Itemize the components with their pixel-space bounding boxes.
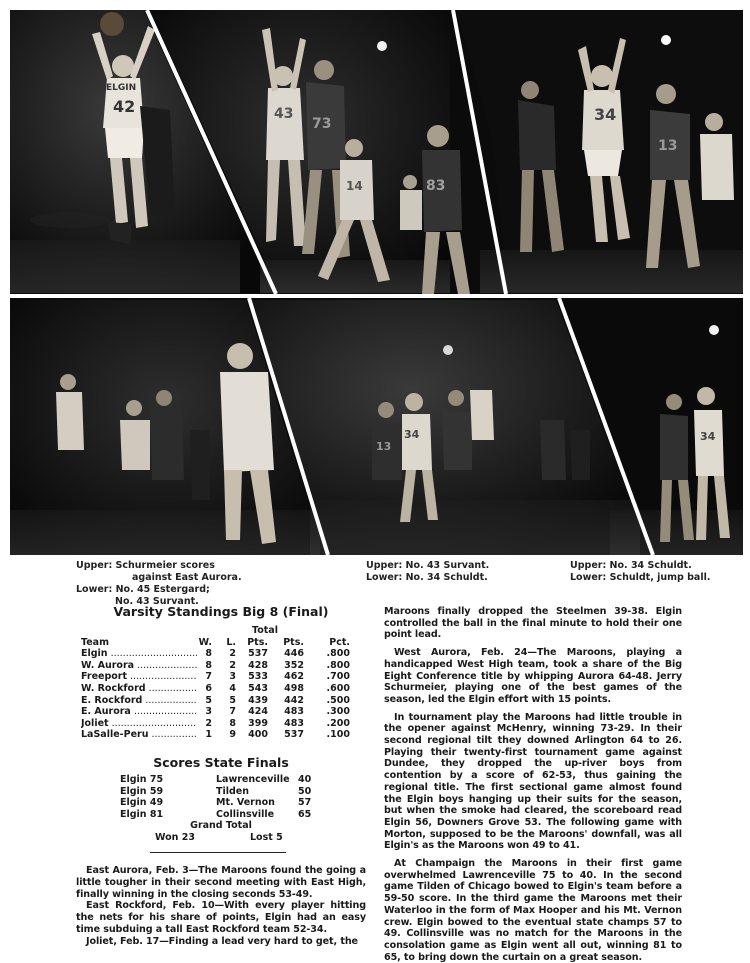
points: 400 — [248, 729, 268, 741]
left-column — [76, 604, 366, 947]
team-name: LaSalle-Peru ..... — [81, 729, 197, 741]
opp-points: 498 — [284, 682, 304, 694]
score-row — [76, 797, 366, 809]
basketball-photos — [10, 10, 743, 555]
opponent-name: Tilden — [216, 785, 249, 797]
header-losses: L. — [226, 636, 236, 648]
jersey-number: 34 — [700, 430, 716, 443]
win-pct: .200 — [326, 717, 350, 729]
paragraph: At Champaign the Maroons in their first game overwhelmed Lawrenceville 75 to 40. In the second game Tilden of Chicago bowed to Elgin's team before a 59-50 score. In the third game the Maroons met their Waterloo in the form of Max Hooper and his Mt. Vernon crew. Elgin bowed to the eventual state champs 57 to 49. Collinsville was no match for the Maroons in the consolation game as Elgin went all out, winning 81 to 65, to bring down the curtain on a great season. — [384, 858, 682, 963]
paragraph: East Rockford, Feb. 10—With every player hitting the nets for his share of points, Elgin had an easy time subduing a tall East Rockford team 52-34. — [76, 900, 366, 935]
photo-collage — [10, 10, 743, 555]
team-name: E. Aurora ..... — [81, 706, 197, 718]
points: 424 — [248, 706, 268, 718]
wins: 8 — [205, 648, 212, 660]
opponent-score: 50 — [298, 785, 312, 797]
opponent-score: 65 — [298, 808, 312, 820]
jersey-number: 13 — [658, 138, 678, 154]
opponent-score: 40 — [298, 773, 312, 785]
win-pct: .700 — [326, 671, 350, 683]
team-name: Joliet ..... — [81, 718, 197, 730]
losses: 9 — [229, 729, 236, 741]
caption-line: Upper: No. 34 Schuldt. — [570, 560, 692, 571]
jersey-number: 34 — [594, 105, 617, 124]
win-pct: .100 — [326, 729, 350, 741]
header-opp-points: Pts. — [283, 636, 304, 648]
elgin-score: Elgin 59 — [120, 785, 164, 797]
standings-row — [76, 660, 366, 672]
wins: 8 — [205, 659, 212, 671]
right-column — [384, 606, 682, 963]
jersey-number: 34 — [404, 428, 420, 441]
points: 428 — [248, 659, 268, 671]
header-wins: W. — [198, 636, 212, 648]
opponent-name: Mt. Vernon — [216, 797, 275, 809]
opp-points: 442 — [284, 694, 304, 706]
header-pct: Pct. — [329, 636, 350, 648]
losses: 2 — [229, 648, 236, 660]
caption-line: against East Aurora. — [132, 572, 242, 583]
standings-row — [76, 648, 366, 660]
paragraph: Maroons finally dropped the Steelmen 39-38. Elgin controlled the ball in the final minute to hold their one point lead. — [384, 606, 682, 641]
losses: 7 — [229, 706, 236, 718]
elgin-score: Elgin 75 — [120, 773, 164, 785]
losses: 2 — [229, 659, 236, 671]
jersey-number: 13 — [376, 440, 392, 453]
section-divider — [150, 852, 286, 853]
header-points: Pts. — [247, 636, 268, 648]
points: 533 — [248, 671, 268, 683]
wins: 3 — [205, 706, 212, 718]
score-row — [76, 774, 366, 786]
win-pct: .800 — [326, 648, 350, 660]
standings-row — [76, 683, 366, 695]
paragraph: East Aurora, Feb. 3—The Maroons found the going a little tougher in their second meeting with East High, finally winning in the closing seconds 53-49. — [76, 865, 366, 900]
caption-line: No. 43 Survant. — [115, 596, 199, 607]
opp-points: 537 — [284, 729, 304, 741]
paragraph: Joliet, Feb. 17—Finding a lead very hard to get, the — [86, 935, 358, 947]
won-total: Won 23 — [155, 832, 195, 844]
caption-line: Lower: No. 34 Schuldt. — [366, 572, 488, 583]
standings-row — [76, 695, 366, 707]
team-name: Freeport ..... — [81, 671, 197, 683]
opp-points: 352 — [284, 659, 304, 671]
wins: 5 — [205, 694, 212, 706]
team-name: W. Rockford ..... — [81, 683, 197, 695]
elgin-score: Elgin 81 — [120, 808, 164, 820]
points: 399 — [248, 717, 268, 729]
losses: 4 — [229, 682, 236, 694]
standings-title: Varsity Standings Big 8 (Final) — [113, 604, 329, 619]
losses: 8 — [229, 717, 236, 729]
caption-middle — [366, 560, 489, 584]
elgin-score: Elgin 49 — [120, 797, 164, 809]
opp-points: 446 — [284, 648, 304, 660]
opponent-score: 57 — [298, 797, 312, 809]
opp-points: 483 — [284, 717, 304, 729]
opponent-name: Collinsville — [216, 808, 275, 820]
wins: 7 — [205, 671, 212, 683]
standings-row — [76, 729, 366, 741]
standings-row — [76, 671, 366, 683]
team-name: E. Rockford ..... — [81, 695, 197, 707]
score-row — [76, 786, 366, 798]
score-row — [76, 809, 366, 821]
points: 537 — [248, 648, 268, 660]
state-finals-title: Scores State Finals — [153, 754, 289, 770]
win-pct: .500 — [326, 694, 350, 706]
win-pct: .300 — [326, 706, 350, 718]
jersey-number: 43 — [274, 106, 294, 122]
header-team: Team — [81, 636, 109, 648]
wins: 6 — [205, 682, 212, 694]
paragraph: In tournament play the Maroons had little trouble in the opener against McHenry, winning 73-29. In their second regional tilt they downed Arlington 64 to 26. Playing their twenty-first tournament game against Dundee, they dropped the up-river boys from contention by a score of 62-53, thus gaining the regional title. The first sectional game almost found the Elgin boys hanging up their suits for the season, but when the smoke had cleared, the scoreboard read Elgin 56, Downers Grove 53. The following game with Morton, supposed to be the Maroons' downfall, was all Elgin's as the Maroons won 49 to 41. — [384, 711, 682, 852]
state-finals-table — [76, 774, 366, 844]
caption-line: Lower: No. 45 Estergard; — [76, 584, 210, 595]
left-article-text — [76, 865, 366, 947]
wins: 2 — [205, 717, 212, 729]
total-label: Total — [252, 625, 278, 636]
opp-points: 462 — [284, 671, 304, 683]
losses: 3 — [229, 671, 236, 683]
caption-line: Upper: Schurmeier scores — [76, 560, 215, 571]
points: 439 — [248, 694, 268, 706]
opp-points: 483 — [284, 706, 304, 718]
standings-total-label-row — [76, 625, 366, 637]
win-pct: .600 — [326, 682, 350, 694]
jersey-text: ELGIN — [106, 83, 137, 93]
standings-table — [76, 625, 366, 741]
paragraph: West Aurora, Feb. 24—The Maroons, playing a handicapped West High team, took a share of the Big Eight Conference title by whipping Aurora 64-48. Jerry Schurmeier, playing one of the best games of the season, led the Elgin effort with 15 points. — [384, 647, 682, 705]
opponent-name: Lawrenceville — [216, 773, 290, 785]
jersey-number: 83 — [426, 178, 446, 194]
standings-row — [76, 706, 366, 718]
lost-total: Lost 5 — [250, 832, 283, 844]
caption-line: Upper: No. 43 Survant. — [366, 560, 490, 571]
wins: 1 — [205, 729, 212, 741]
caption-line: Lower: Schuldt, jump ball. — [570, 572, 711, 583]
standings-row — [76, 718, 366, 730]
grand-total-label: Grand Total — [190, 820, 252, 832]
won-lost-row — [76, 832, 366, 844]
jersey-number: 42 — [113, 97, 136, 116]
jersey-number: 73 — [312, 116, 332, 132]
caption-left — [76, 560, 242, 608]
win-pct: .800 — [326, 659, 350, 671]
losses: 5 — [229, 694, 236, 706]
team-name: Elgin ..... — [81, 648, 197, 660]
jersey-number: 14 — [346, 179, 363, 193]
standings-header-row — [76, 637, 366, 649]
points: 543 — [248, 682, 268, 694]
team-name: W. Aurora ..... — [81, 660, 197, 672]
caption-right — [570, 560, 710, 584]
